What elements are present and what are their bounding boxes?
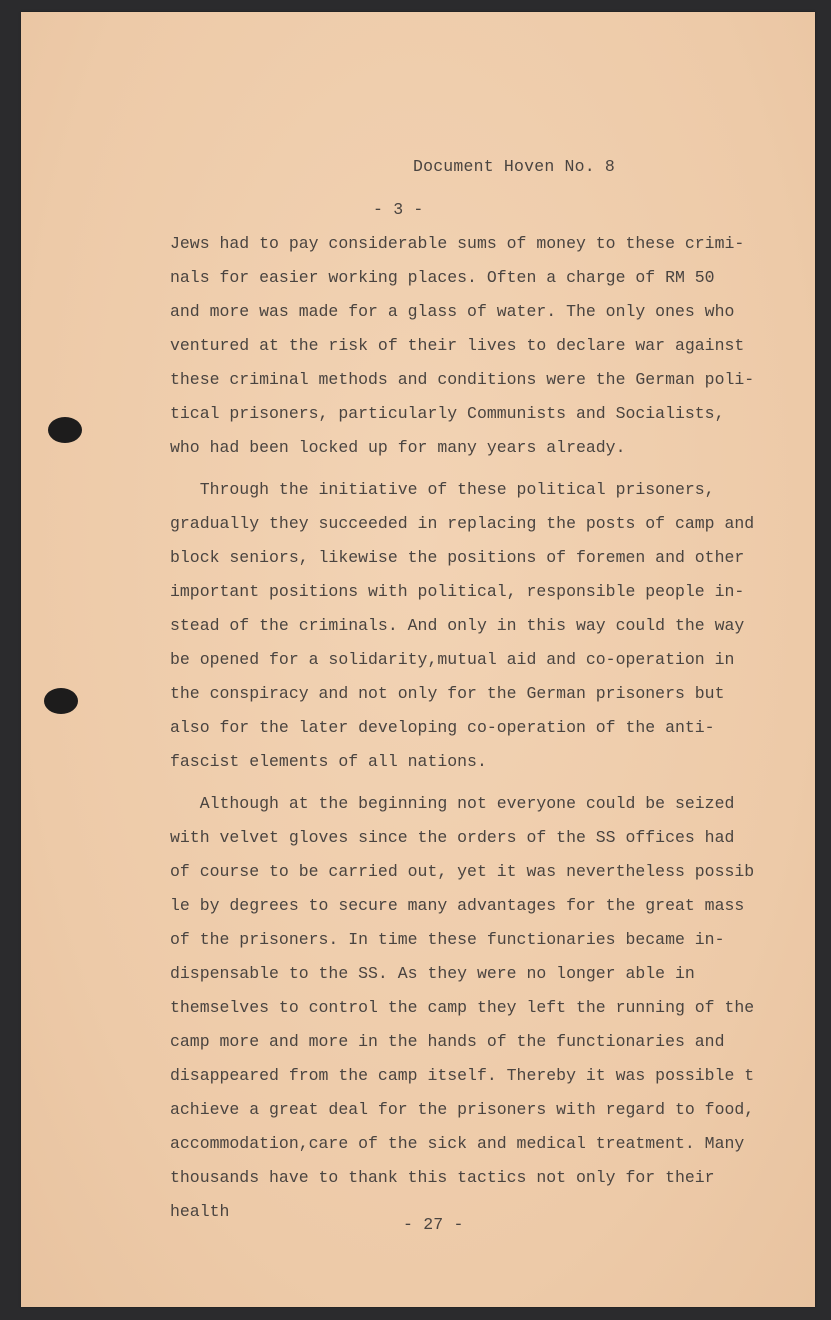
text-line: and more was made for a glass of water. The only ones who — [170, 302, 735, 321]
text-line: accommodation,care of the sick and medical treatment. Many — [170, 1134, 745, 1153]
text-line: with velvet gloves since the orders of the SS offices had — [170, 828, 735, 847]
text-line: be opened for a solidarity,mutual aid and co-operation in — [170, 650, 735, 669]
text-line: Through the initiative of these political prisoners, — [170, 480, 715, 499]
punch-hole — [48, 417, 82, 443]
text-line: thousands have to thank this tactics not only for their — [170, 1168, 715, 1187]
paragraph — [170, 787, 785, 1229]
text-line: stead of the criminals. And only in this way could the way — [170, 616, 745, 635]
text-line: Although at the beginning not everyone could be seized — [170, 794, 735, 813]
text-line: the conspiracy and not only for the German prisoners but — [170, 684, 725, 703]
footer-page-number: - 27 - — [403, 1215, 464, 1234]
text-line: Jews had to pay considerable sums of money to these crimi- — [170, 234, 745, 253]
text-line: nals for easier working places. Often a charge of RM 50 — [170, 268, 715, 287]
document-body — [170, 227, 785, 1229]
punch-hole — [44, 688, 78, 714]
text-line: le by degrees to secure many advantages for the great mass — [170, 896, 745, 915]
text-line: health — [170, 1202, 230, 1221]
text-line: achieve a great deal for the prisoners with regard to food, — [170, 1100, 755, 1119]
text-line: who had been locked up for many years already. — [170, 438, 626, 457]
text-line: of course to be carried out, yet it was nevertheless possib — [170, 862, 755, 881]
text-line: disappeared from the camp itself. Thereby it was possible t — [170, 1066, 755, 1085]
text-line: of the prisoners. In time these functionaries became in- — [170, 930, 725, 949]
paragraph — [170, 473, 785, 779]
text-line: gradually they succeeded in replacing the posts of camp and — [170, 514, 755, 533]
text-line: camp more and more in the hands of the functionaries and — [170, 1032, 725, 1051]
paragraph — [170, 227, 785, 465]
text-line: fascist elements of all nations. — [170, 752, 487, 771]
page-header-number: - 3 - — [373, 200, 424, 219]
text-line: themselves to control the camp they left the running of the — [170, 998, 755, 1017]
text-line: dispensable to the SS. As they were no longer able in — [170, 964, 695, 983]
text-line: important positions with political, responsible people in- — [170, 582, 745, 601]
text-line: ventured at the risk of their lives to declare war against — [170, 336, 745, 355]
text-line: these criminal methods and conditions were the German poli- — [170, 370, 755, 389]
text-line: also for the later developing co-operation of the anti- — [170, 718, 715, 737]
text-line: tical prisoners, particularly Communists and Socialists, — [170, 404, 725, 423]
text-line: block seniors, likewise the positions of foremen and other — [170, 548, 745, 567]
document-title: Document Hoven No. 8 — [413, 157, 616, 176]
